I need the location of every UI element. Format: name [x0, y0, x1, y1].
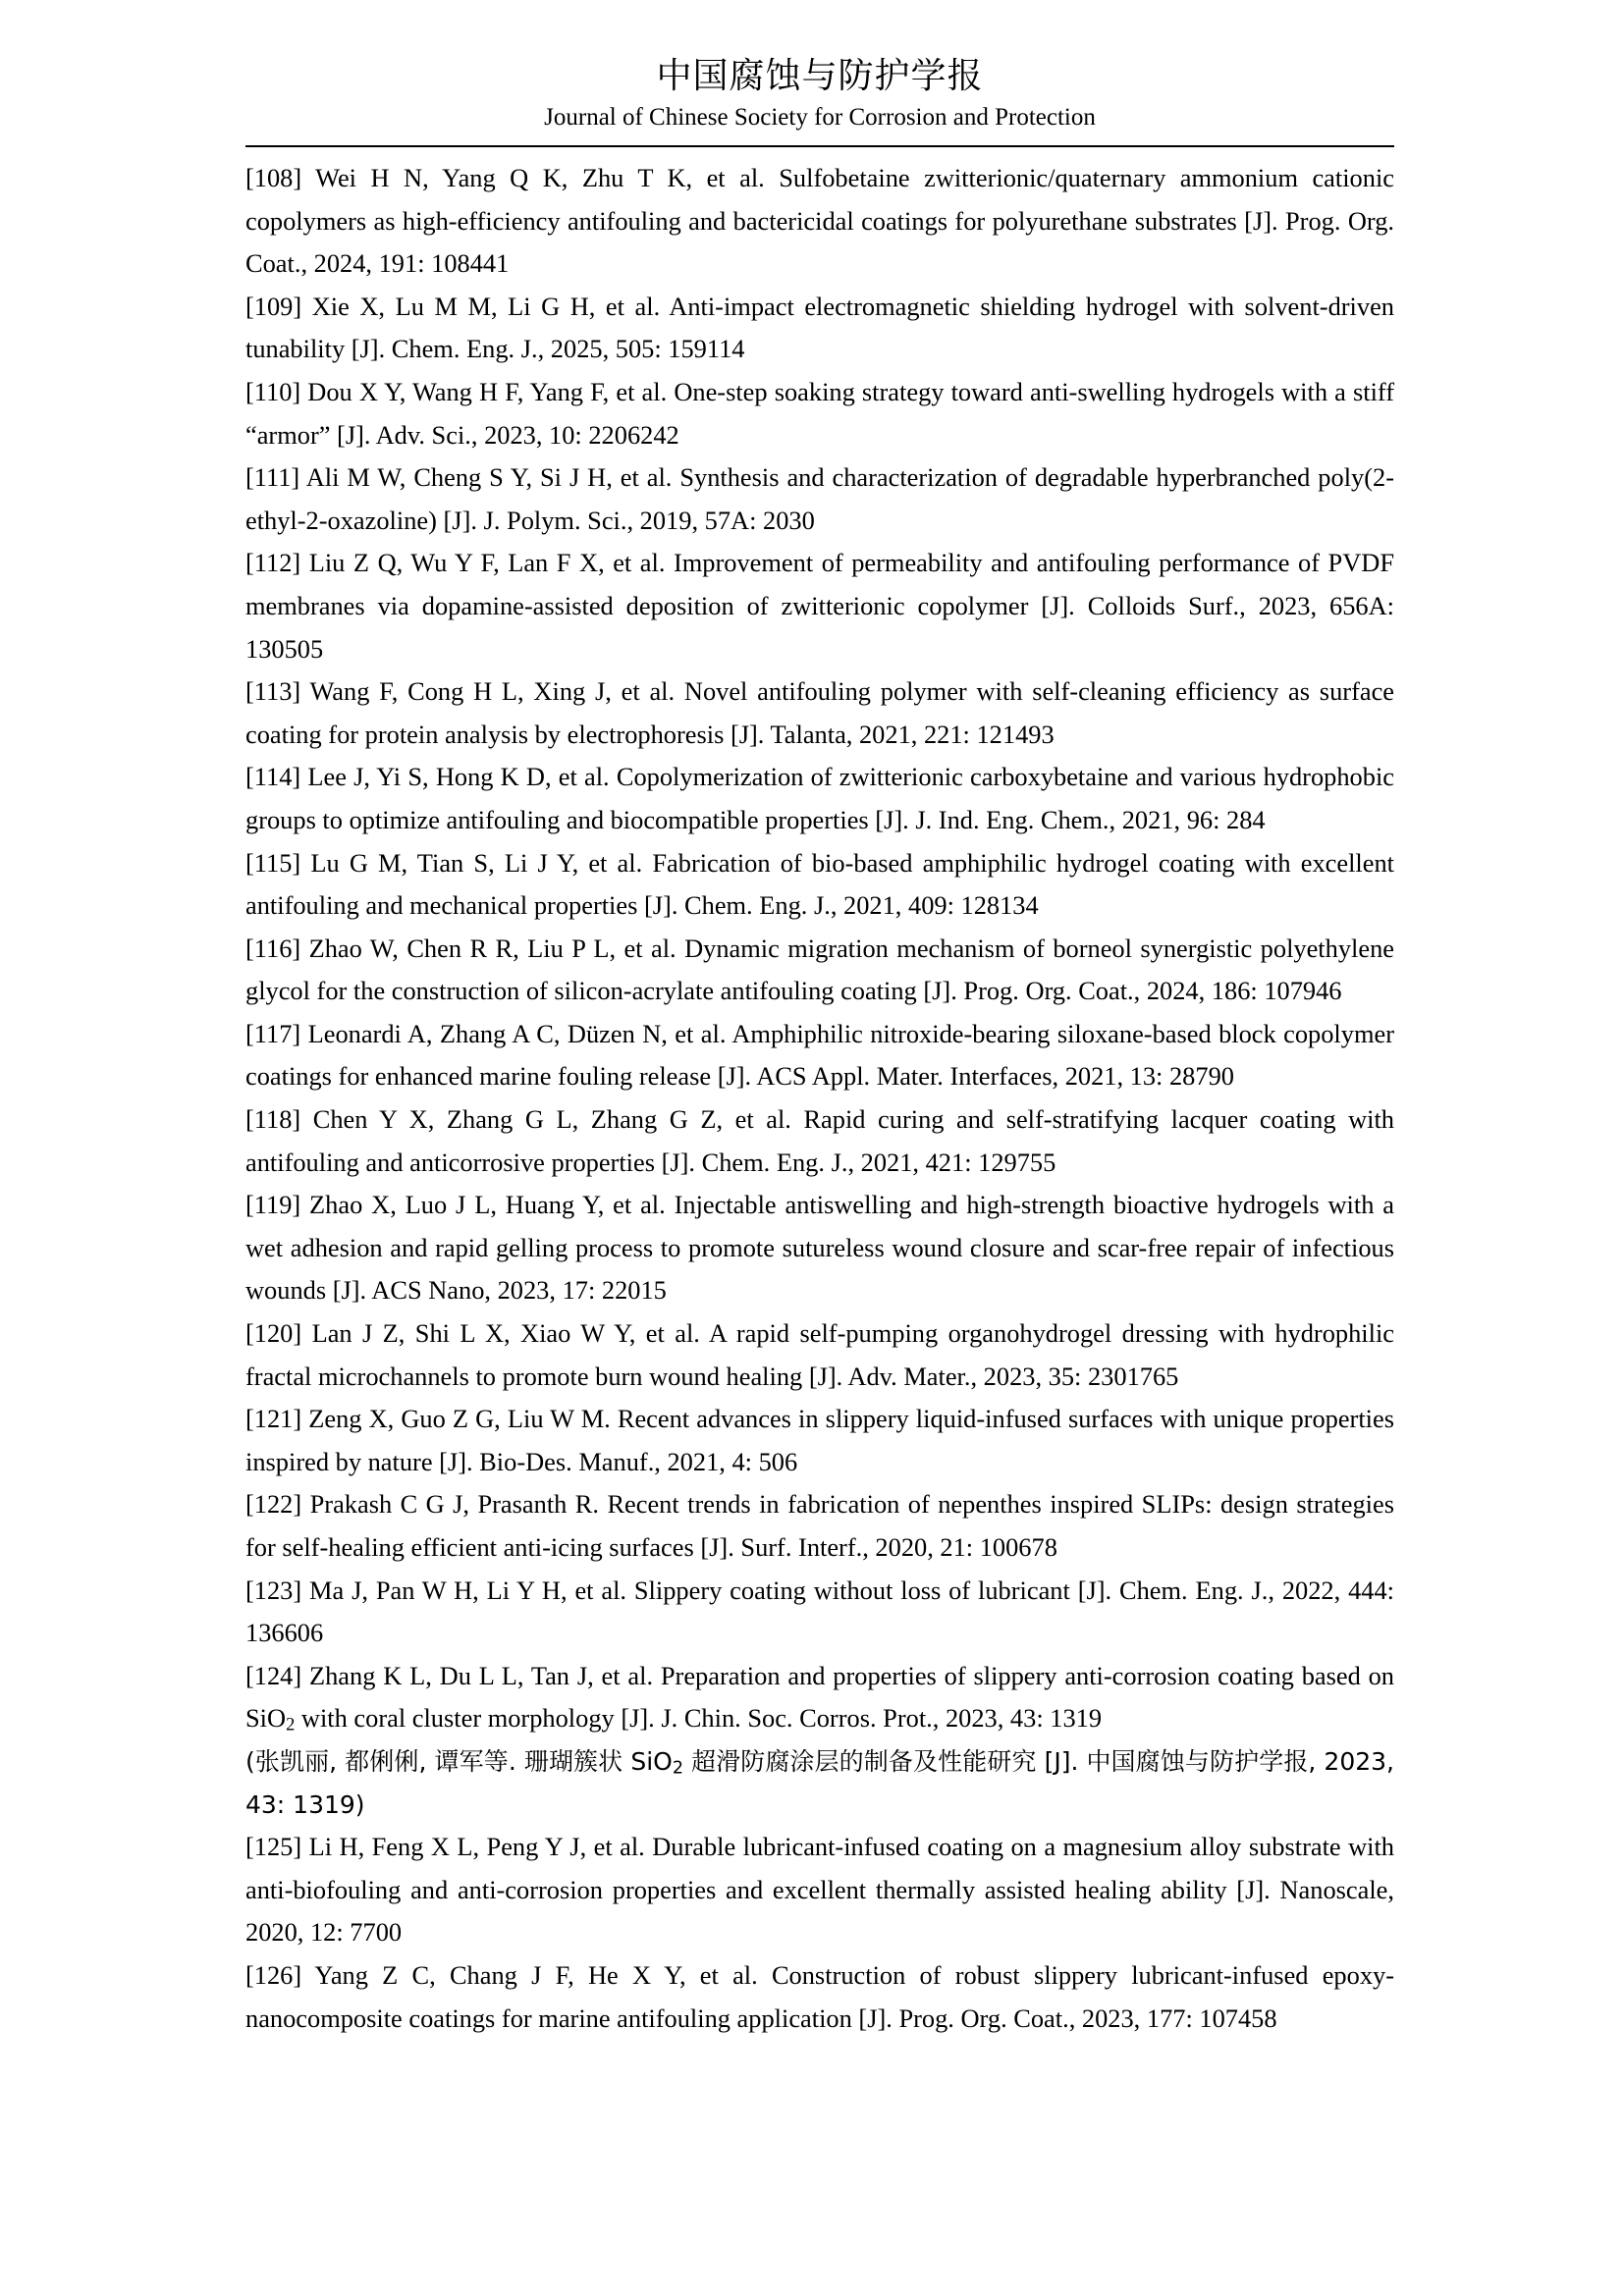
reference-text: with coral cluster morphology [J]. J. Chin. Soc. Corros. Prot., 2023, 43: 1319	[295, 1703, 1103, 1734]
journal-header	[245, 53, 1394, 133]
reference-item: [108] Wei H N, Yang Q K, Zhu T K, et al. Sulfobetaine zwitterionic/quaternary ammonium cationic copolymers as high-efficiency antifouling and bactericidal coatings for polyurethane substrates [J]. Prog. Org. Coat., 2024, 191: 108441	[245, 163, 1394, 279]
reference-item: [114] Lee J, Yi S, Hong K D, et al. Copolymerization of zwitterionic carboxybetaine and various hydrophobic groups to optimize antifouling and biocompatible properties [J]. J. Ind. Eng. Chem., 2021, 96: 284	[245, 762, 1394, 834]
reference-item: [109] Xie X, Lu M M, Li G H, et al. Anti-impact electromagnetic shielding hydrogel with solvent-driven tunability [J]. Chem. Eng. J., 2025, 505: 159114	[245, 291, 1394, 364]
reference-text: [124] Zhang K L, Du L L, Tan J, et al. Preparation and properties of slippery anti-corrosion coating based on SiO	[245, 1660, 1394, 1734]
reference-item	[245, 1655, 1394, 1740]
reference-text: (张凯丽, 都俐俐, 谭军等. 珊瑚簇状 SiO	[245, 1746, 673, 1776]
reference-item: [116] Zhao W, Chen R R, Liu P L, et al. Dynamic migration mechanism of borneol synergistic polyethylene glycol for the construction of silicon-acrylate antifouling coating [J]. Prog. Org. Coat., 2024, 186: 107946	[245, 933, 1394, 1006]
reference-item: [118] Chen Y X, Zhang G L, Zhang G Z, et al. Rapid curing and self-stratifying lacquer coating with antifouling and anticorrosive properties [J]. Chem. Eng. J., 2021, 421: 129755	[245, 1104, 1394, 1177]
header-divider	[245, 145, 1394, 147]
reference-item: [115] Lu G M, Tian S, Li J Y, et al. Fabrication of bio-based amphiphilic hydrogel coating with excellent antifouling and mechanical properties [J]. Chem. Eng. J., 2021, 409: 128134	[245, 847, 1394, 921]
subscript: 2	[286, 1715, 296, 1735]
reference-item: [122] Prakash C G J, Prasanth R. Recent trends in fabrication of nepenthes inspired SLIPs: design strategies for self-healing efficient anti-icing surfaces [J]. Surf. Interf., 2020, 21: 100678	[245, 1489, 1394, 1562]
reference-item: [112] Liu Z Q, Wu Y F, Lan F X, et al. Improvement of permeability and antifouling performance of PVDF membranes via dopamine-assisted deposition of zwitterionic copolymer [J]. Colloids Surf., 2023, 656A: 130505	[245, 548, 1394, 664]
reference-item: [120] Lan J Z, Shi L X, Xiao W Y, et al. A rapid self-pumping organohydrogel dressing with hydrophilic fractal microchannels to promote burn wound healing [J]. Adv. Mater., 2023, 35: 2301765	[245, 1318, 1394, 1391]
reference-text: 超滑防腐涂层的制备及性能研究 [J]. 中国腐蚀与防护学报, 2023, 43: 1319)	[245, 1746, 1394, 1819]
journal-title-english: Journal of Chinese Society for Corrosion and Protection	[544, 104, 1096, 131]
subscript: 2	[672, 1758, 683, 1779]
reference-item: [123] Ma J, Pan W H, Li Y H, et al. Slippery coating without loss of lubricant [J]. Chem. Eng. J., 2022, 444: 136606	[245, 1575, 1394, 1648]
reference-list	[245, 157, 1394, 2040]
reference-item: [110] Dou X Y, Wang H F, Yang F, et al. One-step soaking strategy toward anti-swelling hydrogels with a stiff “armor” [J]. Adv. Sci., 2023, 10: 2206242	[245, 376, 1394, 450]
reference-chinese-translation	[245, 1740, 1394, 1826]
reference-item: [126] Yang Z C, Chang J F, He X Y, et al. Construction of robust slippery lubricant-infused epoxy-nanocomposite coatings for marine antifouling application [J]. Prog. Org. Coat., 2023, 177: 107458	[245, 1959, 1394, 2033]
reference-item: [113] Wang F, Cong H L, Xing J, et al. Novel antifouling polymer with self-cleaning efficiency as surface coating for protein analysis by electrophoresis [J]. Talanta, 2021, 221: 121493	[245, 676, 1394, 749]
reference-item: [125] Li H, Feng X L, Peng Y J, et al. Durable lubricant-infused coating on a magnesium alloy substrate with anti-biofouling and anti-corrosion properties and excellent thermally assisted healing ability [J]. Nanoscale, 2020, 12: 7700	[245, 1832, 1394, 1948]
reference-item: [117] Leonardi A, Zhang A C, Düzen N, et al. Amphiphilic nitroxide-bearing siloxane-based block copolymer coatings for enhanced marine fouling release [J]. ACS Appl. Mater. Interfaces, 2021, 13: 28790	[245, 1018, 1394, 1092]
reference-item: [121] Zeng X, Guo Z G, Liu W M. Recent advances in slippery liquid-infused surfaces with unique properties inspired by nature [J]. Bio-Des. Manuf., 2021, 4: 506	[245, 1404, 1394, 1476]
journal-title-chinese: 中国腐蚀与防护学报	[656, 56, 984, 96]
reference-item: [119] Zhao X, Luo J L, Huang Y, et al. Injectable antiswelling and high-strength bioactive hydrogels with a wet adhesion and rapid gelling process to promote sutureless wound closure and scar-free repair of infectious wounds [J]. ACS Nano, 2023, 17: 22015	[245, 1190, 1394, 1306]
reference-item: [111] Ali M W, Cheng S Y, Si J H, et al. Synthesis and characterization of degradable hyperbranched poly(2-ethyl-2-oxazoline) [J]. J. Polym. Sci., 2019, 57A: 2030	[245, 462, 1394, 535]
